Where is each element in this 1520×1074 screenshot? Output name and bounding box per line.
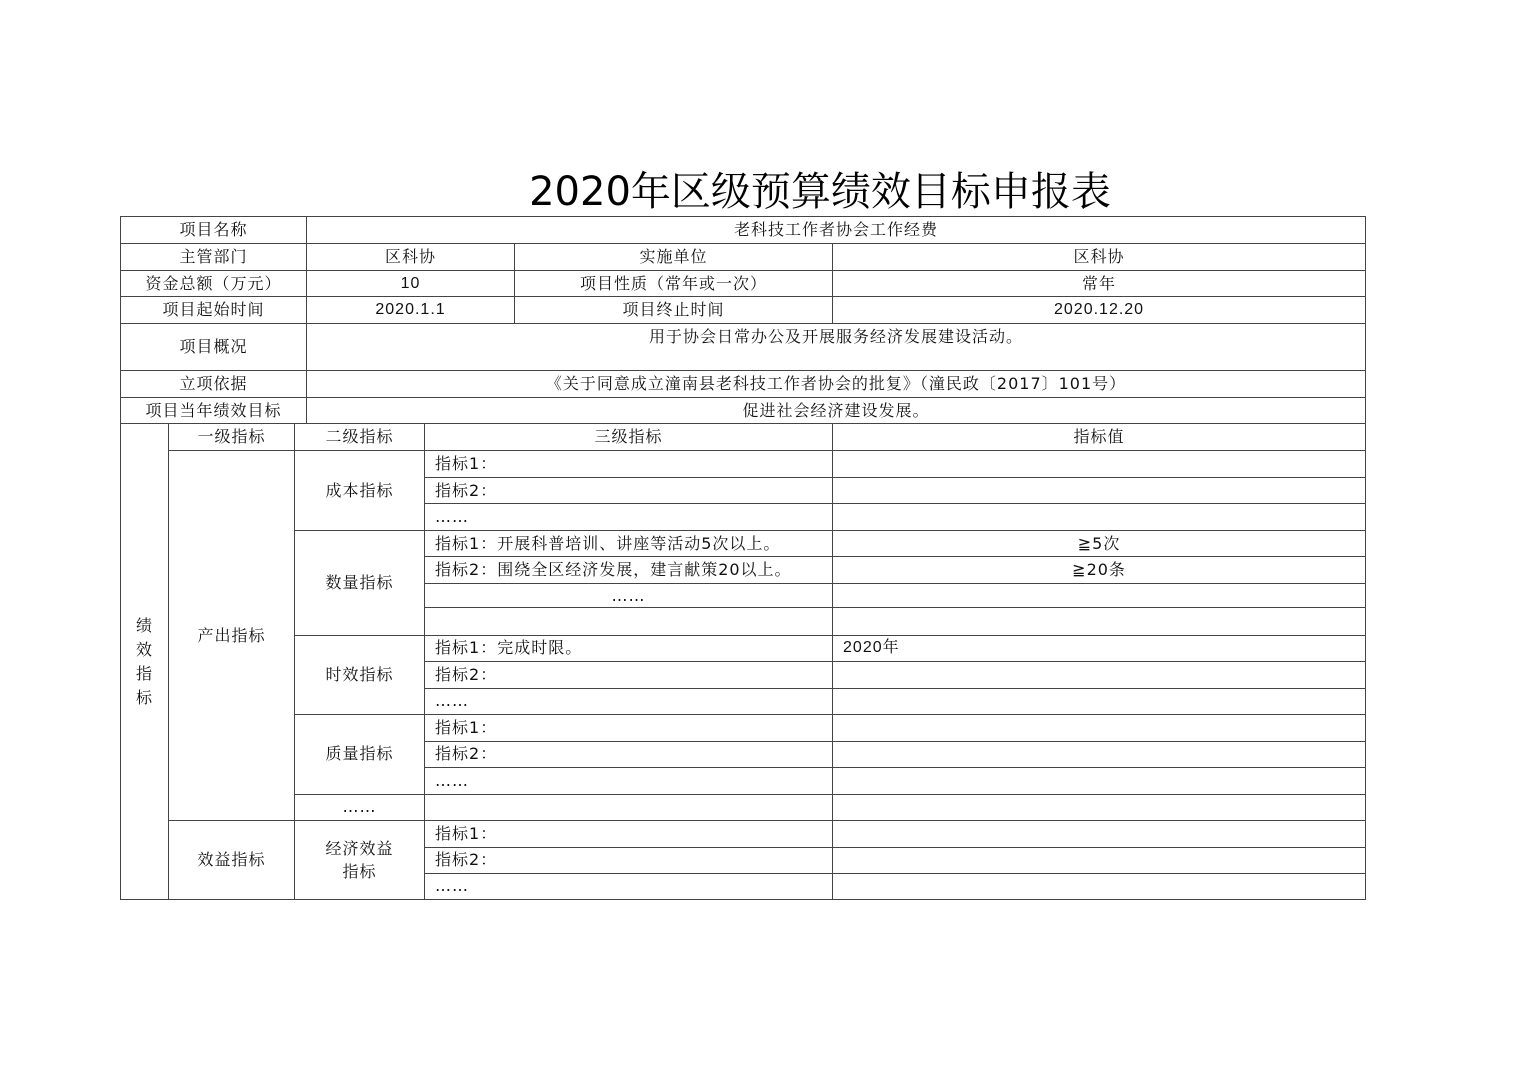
- table-row: [121, 714, 1366, 741]
- quantity-value-4: [833, 608, 1366, 635]
- table-row: [121, 635, 1366, 661]
- page-title: 2020年区级预算绩效目标申报表: [529, 169, 1111, 215]
- output-indicator-label: 产出指标: [169, 451, 295, 820]
- table-row: [121, 794, 1366, 820]
- cost-value-2: [833, 478, 1366, 504]
- quality-value-1: [833, 714, 1366, 741]
- cost-value-3: [833, 504, 1366, 531]
- project-name-value: 老科技工作者协会工作经费: [307, 217, 1366, 244]
- cost-row-1: 指标1：: [425, 451, 833, 478]
- timeliness-row-2: 指标2：: [425, 661, 833, 688]
- basis-label: 立项依据: [121, 371, 307, 398]
- budget-form-table: [120, 216, 1366, 900]
- row-goal: [121, 398, 1366, 424]
- row-basis: [121, 371, 1366, 398]
- econ-benefit-label: 经济效益指标: [295, 820, 425, 899]
- table-row: [121, 531, 1366, 557]
- quality-row-3: ……: [425, 767, 833, 794]
- econ-row-3: ……: [425, 873, 833, 899]
- header-level2: 二级指标: [295, 424, 425, 451]
- dept-value: 区科协: [307, 244, 515, 271]
- table-row: [121, 820, 1366, 847]
- quality-value-2: [833, 741, 1366, 767]
- timeliness-value-3: [833, 688, 1366, 714]
- end-label: 项目终止时间: [515, 297, 833, 324]
- basis-value: 《关于同意成立潼南县老科技工作者协会的批复》（潼民政〔2017〕101号）: [307, 371, 1366, 398]
- overview-value: 用于协会日常办公及开展服务经济发展建设活动。: [307, 324, 1366, 371]
- header-level3: 三级指标: [425, 424, 833, 451]
- econ-value-1: [833, 820, 1366, 847]
- econ-row-1: 指标1：: [425, 820, 833, 847]
- cost-row-3: ……: [425, 504, 833, 531]
- dept-label: 主管部门: [121, 244, 307, 271]
- cost-indicator-label: 成本指标: [295, 451, 425, 531]
- nature-value: 常年: [833, 271, 1366, 297]
- impl-unit-label: 实施单位: [515, 244, 833, 271]
- start-value: 2020.1.1: [307, 297, 515, 324]
- other-output-value: [833, 794, 1366, 820]
- quality-row-1: 指标1：: [425, 714, 833, 741]
- quality-indicator-label: 质量指标: [295, 714, 425, 794]
- timeliness-row-3: ……: [425, 688, 833, 714]
- quantity-row-2: 指标2：围绕全区经济发展，建言献策20以上。: [425, 557, 833, 584]
- timeliness-value-2: [833, 661, 1366, 688]
- nature-label: 项目性质（常年或一次）: [515, 271, 833, 297]
- goal-label: 项目当年绩效目标: [121, 398, 307, 424]
- timeliness-indicator-label: 时效指标: [295, 635, 425, 714]
- cost-row-2: 指标2：: [425, 478, 833, 504]
- econ-value-2: [833, 847, 1366, 873]
- row-department: [121, 244, 1366, 271]
- end-value: 2020.12.20: [833, 297, 1366, 324]
- goal-value: 促进社会经济建设发展。: [307, 398, 1366, 424]
- funds-label: 资金总额（万元）: [121, 271, 307, 297]
- quantity-value-3: [833, 584, 1366, 608]
- quality-row-2: 指标2：: [425, 741, 833, 767]
- quantity-row-3: ……: [425, 584, 833, 608]
- header-level1: 一级指标: [169, 424, 295, 451]
- header-value: 指标值: [833, 424, 1366, 451]
- table-row: [121, 451, 1366, 478]
- start-label: 项目起始时间: [121, 297, 307, 324]
- row-overview: [121, 324, 1366, 371]
- timeliness-value-1: 2020年: [833, 635, 1366, 661]
- quantity-indicator-label: 数量指标: [295, 531, 425, 635]
- project-name-label: 项目名称: [121, 217, 307, 244]
- quality-value-3: [833, 767, 1366, 794]
- performance-indicators-label: 绩效指标: [121, 424, 169, 900]
- row-time: [121, 297, 1366, 324]
- overview-label: 项目概况: [121, 324, 307, 371]
- quantity-row-1: 指标1：开展科普培训、讲座等活动5次以上。: [425, 531, 833, 557]
- quantity-value-1: ≧5次: [833, 531, 1366, 557]
- row-indicator-header: [121, 424, 1366, 451]
- econ-value-3: [833, 873, 1366, 899]
- quantity-row-4: [425, 608, 833, 635]
- row-project-name: [121, 217, 1366, 244]
- other-output-label: ……: [295, 794, 425, 820]
- quantity-value-2: ≧20条: [833, 557, 1366, 584]
- other-output-row: [425, 794, 833, 820]
- impl-unit-value: 区科协: [833, 244, 1366, 271]
- benefit-indicator-label: 效益指标: [169, 820, 295, 899]
- econ-row-2: 指标2：: [425, 847, 833, 873]
- row-funds: [121, 271, 1366, 297]
- funds-value: 10: [307, 271, 515, 297]
- timeliness-row-1: 指标1：完成时限。: [425, 635, 833, 661]
- cost-value-1: [833, 451, 1366, 478]
